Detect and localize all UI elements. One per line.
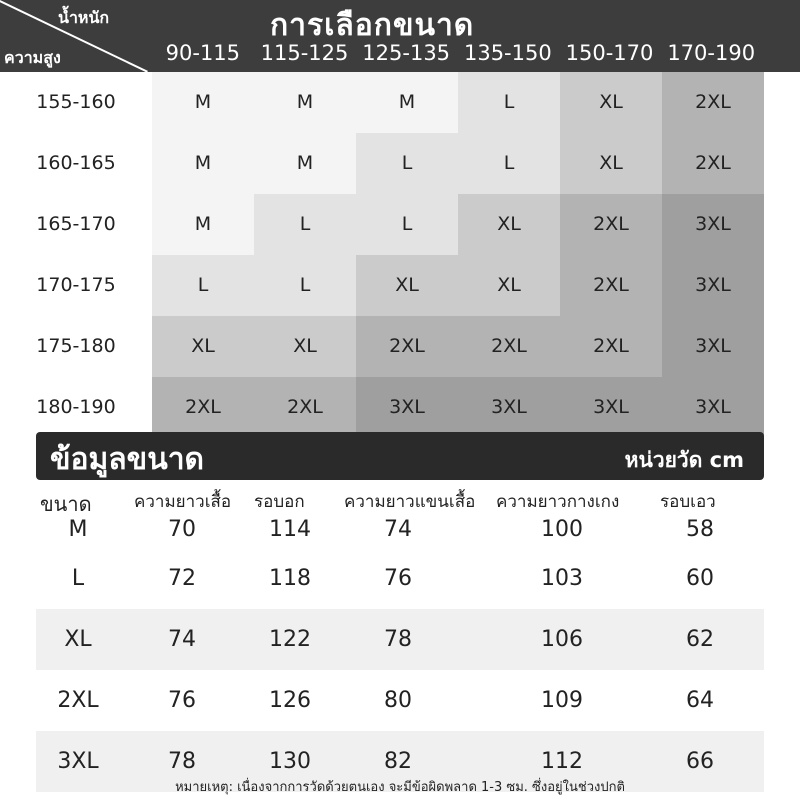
size-cell: 3XL — [356, 377, 458, 438]
cell-sleeve-length: 80 — [384, 688, 412, 713]
size-cell: L — [356, 133, 458, 194]
cell-chest: 126 — [269, 688, 311, 713]
weight-range-2: 125-135 — [362, 41, 451, 65]
size-cell: 3XL — [662, 316, 764, 377]
cell-size: 3XL — [57, 749, 99, 774]
cell-shirt-length: 74 — [168, 627, 196, 652]
size-cell: 3XL — [662, 255, 764, 316]
cell-shirt-length: 78 — [168, 749, 196, 774]
size-info-table — [36, 512, 764, 792]
size-cell: 2XL — [356, 316, 458, 377]
height-range: 180-190 — [0, 377, 152, 438]
col-header-sleeve-length: ความยาวแขนเสื้อ — [344, 492, 476, 512]
size-row — [0, 316, 800, 377]
footnote: หมายเหตุ: เนื่องจากการวัดด้วยตนเอง จะมีข้อผิดพลาด 1-3 ซม. ซึ่งอยู่ในช่วงปกติ — [175, 780, 625, 795]
size-cell: L — [458, 133, 560, 194]
size-cell: 2XL — [662, 72, 764, 133]
size-cell: XL — [560, 72, 662, 133]
header-corner — [0, 0, 150, 72]
table-row — [36, 609, 764, 670]
weight-range-5: 170-190 — [667, 41, 756, 65]
size-cell: M — [152, 72, 254, 133]
cell-size: M — [68, 517, 88, 542]
cell-pants-length: 103 — [541, 566, 583, 591]
cell-sleeve-length: 76 — [384, 566, 412, 591]
size-cell: 2XL — [254, 377, 356, 438]
size-chart-header — [0, 0, 800, 72]
size-cell: XL — [458, 194, 560, 255]
weight-range-3: 135-150 — [463, 41, 552, 65]
size-row — [0, 255, 800, 316]
size-cell: XL — [458, 255, 560, 316]
table-row — [36, 548, 764, 609]
cell-shirt-length: 70 — [168, 517, 196, 542]
size-cell: 2XL — [560, 255, 662, 316]
size-cell: L — [254, 255, 356, 316]
size-row — [0, 72, 800, 133]
size-row — [0, 194, 800, 255]
size-cell: 2XL — [662, 133, 764, 194]
size-row — [0, 377, 800, 438]
col-header-chest: รอบอก — [254, 492, 305, 512]
col-header-shirt-length: ความยาวเสื้อ — [134, 492, 232, 512]
cell-size: L — [71, 566, 85, 591]
col-header-size: ขนาด — [40, 492, 92, 516]
cell-sleeve-length: 74 — [384, 517, 412, 542]
size-cell: M — [152, 194, 254, 255]
size-cell: M — [356, 72, 458, 133]
table-row — [36, 512, 764, 548]
cell-chest: 118 — [269, 566, 311, 591]
cell-pants-length: 100 — [541, 517, 583, 542]
cell-waist: 66 — [686, 749, 714, 774]
cell-pants-length: 106 — [541, 627, 583, 652]
cell-chest: 122 — [269, 627, 311, 652]
height-range: 165-170 — [0, 194, 152, 255]
cell-waist: 64 — [686, 688, 714, 713]
height-axis-label: ความสูง — [4, 48, 61, 67]
size-cell: L — [356, 194, 458, 255]
cell-size: 2XL — [57, 688, 99, 713]
size-cell: L — [458, 72, 560, 133]
size-cell: 3XL — [662, 194, 764, 255]
table-row — [36, 670, 764, 731]
size-chart-title: การเลือกขนาด — [270, 8, 475, 43]
size-cell: XL — [560, 133, 662, 194]
size-cell: XL — [356, 255, 458, 316]
cell-pants-length: 109 — [541, 688, 583, 713]
size-cell: 2XL — [560, 316, 662, 377]
weight-range-1: 115-125 — [260, 41, 349, 65]
size-cell: L — [254, 194, 356, 255]
size-info-header — [36, 432, 764, 480]
height-range: 175-180 — [0, 316, 152, 377]
height-range: 170-175 — [0, 255, 152, 316]
cell-waist: 58 — [686, 517, 714, 542]
height-range: 155-160 — [0, 72, 152, 133]
cell-chest: 114 — [269, 517, 311, 542]
size-row — [0, 133, 800, 194]
size-chart-grid — [0, 72, 800, 438]
cell-sleeve-length: 82 — [384, 749, 412, 774]
size-cell: 3XL — [662, 377, 764, 438]
cell-shirt-length: 76 — [168, 688, 196, 713]
size-cell: M — [254, 133, 356, 194]
height-range: 160-165 — [0, 133, 152, 194]
size-cell: XL — [152, 316, 254, 377]
col-header-waist: รอบเอว — [660, 492, 716, 512]
unit-label: หน่วยวัด cm — [624, 448, 744, 472]
cell-pants-length: 112 — [541, 749, 583, 774]
size-cell: 2XL — [560, 194, 662, 255]
size-info-title: ข้อมูลขนาด — [50, 442, 205, 477]
size-cell: 2XL — [458, 316, 560, 377]
size-cell: M — [254, 72, 356, 133]
size-cell: 2XL — [152, 377, 254, 438]
cell-waist: 62 — [686, 627, 714, 652]
weight-range-headers — [152, 38, 762, 68]
cell-chest: 130 — [269, 749, 311, 774]
weight-range-4: 150-170 — [565, 41, 654, 65]
weight-range-0: 90-115 — [165, 41, 241, 65]
cell-waist: 60 — [686, 566, 714, 591]
weight-axis-label: น้ำหนัก — [58, 8, 110, 27]
size-cell: L — [152, 255, 254, 316]
size-cell: 3XL — [458, 377, 560, 438]
size-cell: XL — [254, 316, 356, 377]
cell-size: XL — [64, 627, 92, 652]
cell-shirt-length: 72 — [168, 566, 196, 591]
col-header-pants-length: ความยาวกางเกง — [496, 492, 620, 512]
size-cell: M — [152, 133, 254, 194]
size-cell: 3XL — [560, 377, 662, 438]
cell-sleeve-length: 78 — [384, 627, 412, 652]
